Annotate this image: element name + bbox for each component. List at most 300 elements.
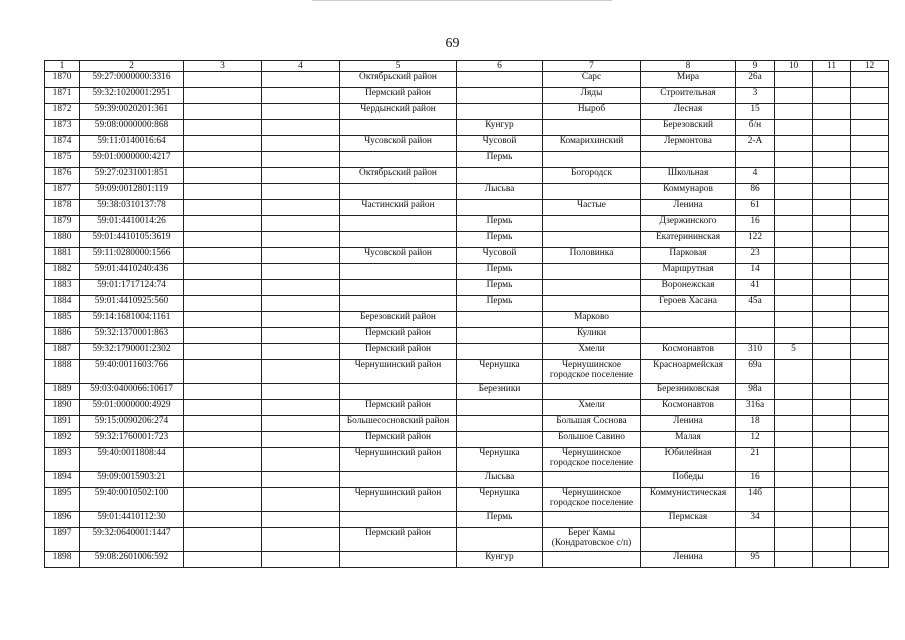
building-cell (775, 528, 813, 552)
city-cell: Чусовой (457, 248, 543, 264)
cadastral-number-cell: 59:01:1717124:74 (80, 280, 184, 296)
city-cell: Пермь (457, 216, 543, 232)
col12-cell (851, 264, 889, 280)
table-header-row (45, 61, 889, 72)
settlement-cell: Большое Савино (543, 432, 641, 448)
col3-cell (184, 136, 262, 152)
building-cell (775, 416, 813, 432)
col4-cell (262, 200, 340, 216)
building-cell (775, 512, 813, 528)
row-number-cell: 1886 (45, 328, 80, 344)
settlement-cell (543, 280, 641, 296)
table-row (45, 200, 889, 216)
col12-cell (851, 72, 889, 88)
settlement-cell: Марково (543, 312, 641, 328)
col12-cell (851, 512, 889, 528)
col12-cell (851, 552, 889, 568)
column-header: 5 (340, 61, 457, 72)
col4-cell (262, 104, 340, 120)
col11-cell (813, 264, 851, 280)
col4-cell (262, 312, 340, 328)
col3-cell (184, 328, 262, 344)
house-cell: 122 (736, 232, 775, 248)
district-cell: Пермский район (340, 528, 457, 552)
column-header: 2 (80, 61, 184, 72)
district-cell (340, 264, 457, 280)
col11-cell (813, 136, 851, 152)
city-cell: Пермь (457, 264, 543, 280)
row-number-cell: 1875 (45, 152, 80, 168)
cadastral-number-cell: 59:40:0011808:44 (80, 448, 184, 472)
col4-cell (262, 168, 340, 184)
cadastral-number-cell: 59:09:0015903:21 (80, 472, 184, 488)
district-cell: Чусовской район (340, 248, 457, 264)
row-number-cell: 1878 (45, 200, 80, 216)
street-cell: Маршрутная (641, 264, 736, 280)
col4-cell (262, 152, 340, 168)
col4-cell (262, 328, 340, 344)
settlement-cell (543, 264, 641, 280)
street-cell (641, 152, 736, 168)
row-number-cell: 1870 (45, 72, 80, 88)
district-cell (340, 512, 457, 528)
table-row (45, 488, 889, 512)
table-row (45, 136, 889, 152)
cadastral-number-cell: 59:01:0000000:4929 (80, 400, 184, 416)
street-cell: Малая (641, 432, 736, 448)
table-row (45, 432, 889, 448)
house-cell: 41 (736, 280, 775, 296)
table-row (45, 400, 889, 416)
row-number-cell: 1883 (45, 280, 80, 296)
col11-cell (813, 488, 851, 512)
district-cell: Пермский район (340, 432, 457, 448)
row-number-cell: 1895 (45, 488, 80, 512)
col11-cell (813, 168, 851, 184)
col4-cell (262, 72, 340, 88)
settlement-cell: Ляды (543, 88, 641, 104)
street-cell: Березниковская (641, 384, 736, 400)
col11-cell (813, 528, 851, 552)
col3-cell (184, 400, 262, 416)
city-cell (457, 432, 543, 448)
table-row (45, 216, 889, 232)
city-cell: Чернушка (457, 360, 543, 384)
col12-cell (851, 104, 889, 120)
col11-cell (813, 432, 851, 448)
row-number-cell: 1896 (45, 512, 80, 528)
col11-cell (813, 296, 851, 312)
col4-cell (262, 296, 340, 312)
table-row (45, 312, 889, 328)
table-row (45, 416, 889, 432)
col11-cell (813, 512, 851, 528)
row-number-cell: 1888 (45, 360, 80, 384)
cadastral-number-cell: 59:01:4410925:560 (80, 296, 184, 312)
building-cell (775, 384, 813, 400)
col12-cell (851, 488, 889, 512)
city-cell: Чусовой (457, 136, 543, 152)
row-number-cell: 1890 (45, 400, 80, 416)
col11-cell (813, 280, 851, 296)
house-cell: 18 (736, 416, 775, 432)
col3-cell (184, 416, 262, 432)
building-cell (775, 200, 813, 216)
city-cell: Пермь (457, 512, 543, 528)
col3-cell (184, 120, 262, 136)
district-cell: Чернушинский район (340, 360, 457, 384)
table-row (45, 528, 889, 552)
page-number: 69 (445, 36, 460, 51)
building-cell (775, 472, 813, 488)
district-cell: Чернушинский район (340, 448, 457, 472)
col11-cell (813, 472, 851, 488)
city-cell (457, 312, 543, 328)
city-cell (457, 528, 543, 552)
table-row (45, 360, 889, 384)
cadastral-number-cell: 59:32:0640001:1447 (80, 528, 184, 552)
district-cell (340, 232, 457, 248)
cadastral-number-cell: 59:01:0000000:4217 (80, 152, 184, 168)
settlement-cell: Богородск (543, 168, 641, 184)
col3-cell (184, 552, 262, 568)
col11-cell (813, 344, 851, 360)
col12-cell (851, 384, 889, 400)
row-number-cell: 1887 (45, 344, 80, 360)
row-number-cell: 1885 (45, 312, 80, 328)
building-cell (775, 184, 813, 200)
table-row (45, 232, 889, 248)
col11-cell (813, 88, 851, 104)
col12-cell (851, 152, 889, 168)
street-cell: Пермская (641, 512, 736, 528)
cadastral-number-cell: 59:11:0140016:64 (80, 136, 184, 152)
settlement-cell: Частые (543, 200, 641, 216)
building-cell (775, 432, 813, 448)
street-cell: Лермонтова (641, 136, 736, 152)
city-cell (457, 104, 543, 120)
house-cell: 3 (736, 88, 775, 104)
building-cell: 5 (775, 344, 813, 360)
col12-cell (851, 296, 889, 312)
district-cell (340, 184, 457, 200)
building-cell (775, 264, 813, 280)
city-cell: Чернушка (457, 448, 543, 472)
street-cell (641, 328, 736, 344)
col4-cell (262, 264, 340, 280)
building-cell (775, 248, 813, 264)
building-cell (775, 72, 813, 88)
col11-cell (813, 360, 851, 384)
street-cell: Победы (641, 472, 736, 488)
settlement-cell: Чернушинское городское поселение (543, 360, 641, 384)
scan-edge-line (312, 0, 612, 1)
row-number-cell: 1872 (45, 104, 80, 120)
col11-cell (813, 552, 851, 568)
cadastral-number-cell: 59:01:4410014:26 (80, 216, 184, 232)
house-cell (736, 328, 775, 344)
row-number-cell: 1882 (45, 264, 80, 280)
col3-cell (184, 296, 262, 312)
street-cell: Юбилейная (641, 448, 736, 472)
street-cell: Космонавтов (641, 400, 736, 416)
col11-cell (813, 184, 851, 200)
street-cell (641, 528, 736, 552)
city-cell: Лысьва (457, 184, 543, 200)
row-number-cell: 1897 (45, 528, 80, 552)
row-number-cell: 1879 (45, 216, 80, 232)
col12-cell (851, 280, 889, 296)
settlement-cell (543, 384, 641, 400)
house-cell: 23 (736, 248, 775, 264)
table-row (45, 280, 889, 296)
row-number-cell: 1889 (45, 384, 80, 400)
city-cell (457, 400, 543, 416)
cadastral-number-cell: 59:27:0000000:3316 (80, 72, 184, 88)
row-number-cell: 1876 (45, 168, 80, 184)
district-cell (340, 296, 457, 312)
building-cell (775, 360, 813, 384)
col12-cell (851, 328, 889, 344)
table-body (45, 72, 889, 568)
city-cell: Пермь (457, 280, 543, 296)
street-cell: Дзержинского (641, 216, 736, 232)
col12-cell (851, 528, 889, 552)
column-header: 10 (775, 61, 813, 72)
col12-cell (851, 400, 889, 416)
col12-cell (851, 136, 889, 152)
city-cell: Лысьва (457, 472, 543, 488)
city-cell: Кунгур (457, 120, 543, 136)
house-cell (736, 152, 775, 168)
settlement-cell: Хмели (543, 400, 641, 416)
col12-cell (851, 248, 889, 264)
district-cell: Пермский район (340, 88, 457, 104)
cadastral-number-cell: 59:40:0011603:766 (80, 360, 184, 384)
house-cell: 86 (736, 184, 775, 200)
building-cell (775, 296, 813, 312)
col4-cell (262, 136, 340, 152)
row-number-cell: 1871 (45, 88, 80, 104)
settlement-cell: Большая Соснова (543, 416, 641, 432)
cadastral-number-cell: 59:15:0090206:274 (80, 416, 184, 432)
table-row (45, 104, 889, 120)
street-cell: Коммунистическая (641, 488, 736, 512)
col12-cell (851, 88, 889, 104)
house-cell: 15 (736, 104, 775, 120)
row-number-cell: 1898 (45, 552, 80, 568)
settlement-cell (543, 216, 641, 232)
city-cell (457, 200, 543, 216)
row-number-cell: 1874 (45, 136, 80, 152)
col3-cell (184, 360, 262, 384)
settlement-cell (543, 296, 641, 312)
col4-cell (262, 416, 340, 432)
settlement-cell: Комарихинский (543, 136, 641, 152)
cadastral-number-cell: 59:38:0310137:78 (80, 200, 184, 216)
col12-cell (851, 168, 889, 184)
house-cell (736, 528, 775, 552)
cadastral-number-cell: 59:11:0280000:1566 (80, 248, 184, 264)
street-cell: Березовский (641, 120, 736, 136)
col12-cell (851, 344, 889, 360)
city-cell (457, 328, 543, 344)
street-cell: Парковая (641, 248, 736, 264)
building-cell (775, 216, 813, 232)
street-cell (641, 312, 736, 328)
house-cell: 310 (736, 344, 775, 360)
settlement-cell: Сарс (543, 72, 641, 88)
col12-cell (851, 416, 889, 432)
table-row (45, 264, 889, 280)
col4-cell (262, 248, 340, 264)
building-cell (775, 104, 813, 120)
street-cell: Героев Хасана (641, 296, 736, 312)
settlement-cell: Чернушинское городское поселение (543, 488, 641, 512)
building-cell (775, 328, 813, 344)
column-header: 12 (851, 61, 889, 72)
col4-cell (262, 280, 340, 296)
cadastral-number-cell: 59:01:4410105:3619 (80, 232, 184, 248)
column-header: 1 (45, 61, 80, 72)
building-cell (775, 88, 813, 104)
col4-cell (262, 232, 340, 248)
house-cell: 316а (736, 400, 775, 416)
building-cell (775, 136, 813, 152)
settlement-cell (543, 472, 641, 488)
district-cell: Чернушинский район (340, 488, 457, 512)
building-cell (775, 552, 813, 568)
cadastral-number-cell: 59:32:1790001:2302 (80, 344, 184, 360)
col11-cell (813, 104, 851, 120)
cadastral-number-cell: 59:40:0010502:100 (80, 488, 184, 512)
col3-cell (184, 264, 262, 280)
col3-cell (184, 512, 262, 528)
col4-cell (262, 400, 340, 416)
col3-cell (184, 432, 262, 448)
street-cell: Мира (641, 72, 736, 88)
settlement-cell: Ныроб (543, 104, 641, 120)
district-cell: Большесосновский район (340, 416, 457, 432)
city-cell: Кунгур (457, 552, 543, 568)
cadastral-number-cell: 59:08:2601006:592 (80, 552, 184, 568)
settlement-cell: Половинка (543, 248, 641, 264)
house-cell: 14б (736, 488, 775, 512)
col4-cell (262, 488, 340, 512)
col4-cell (262, 528, 340, 552)
col11-cell (813, 200, 851, 216)
col3-cell (184, 72, 262, 88)
house-cell (736, 312, 775, 328)
col11-cell (813, 216, 851, 232)
house-cell: 26а (736, 72, 775, 88)
column-header: 3 (184, 61, 262, 72)
building-cell (775, 400, 813, 416)
district-cell: Пермский район (340, 400, 457, 416)
street-cell: Ленина (641, 552, 736, 568)
district-cell: Чердынский район (340, 104, 457, 120)
table-row (45, 472, 889, 488)
col12-cell (851, 184, 889, 200)
cadastral-number-cell: 59:09:0012801:119 (80, 184, 184, 200)
table-row (45, 72, 889, 88)
col12-cell (851, 448, 889, 472)
settlement-cell: Берег Камы (Кондратовское с/п) (543, 528, 641, 552)
settlement-cell: Чернушинское городское поселение (543, 448, 641, 472)
street-cell: Екатерининская (641, 232, 736, 248)
col3-cell (184, 200, 262, 216)
column-header: 9 (736, 61, 775, 72)
col12-cell (851, 216, 889, 232)
col3-cell (184, 88, 262, 104)
row-number-cell: 1881 (45, 248, 80, 264)
district-cell: Чусовской район (340, 136, 457, 152)
cadastral-number-cell: 59:39:0020201:361 (80, 104, 184, 120)
col12-cell (851, 232, 889, 248)
street-cell: Ленина (641, 200, 736, 216)
building-cell (775, 312, 813, 328)
settlement-cell (543, 232, 641, 248)
row-number-cell: 1893 (45, 448, 80, 472)
city-cell (457, 88, 543, 104)
col3-cell (184, 488, 262, 512)
column-header: 7 (543, 61, 641, 72)
district-cell (340, 120, 457, 136)
city-cell (457, 344, 543, 360)
col3-cell (184, 152, 262, 168)
col3-cell (184, 384, 262, 400)
col11-cell (813, 248, 851, 264)
row-number-cell: 1892 (45, 432, 80, 448)
house-cell: 98а (736, 384, 775, 400)
col4-cell (262, 512, 340, 528)
settlement-cell (543, 152, 641, 168)
col3-cell (184, 232, 262, 248)
settlement-cell: Кулики (543, 328, 641, 344)
building-cell (775, 120, 813, 136)
street-cell: Школьная (641, 168, 736, 184)
district-cell: Октябрьский район (340, 168, 457, 184)
column-header: 4 (262, 61, 340, 72)
district-cell: Пермский район (340, 328, 457, 344)
settlement-cell: Хмели (543, 344, 641, 360)
table-row (45, 296, 889, 312)
table-row (45, 448, 889, 472)
house-cell: 16 (736, 472, 775, 488)
building-cell (775, 448, 813, 472)
city-cell: Березники (457, 384, 543, 400)
col3-cell (184, 344, 262, 360)
settlement-cell (543, 184, 641, 200)
cadastral-number-cell: 59:32:1370001:863 (80, 328, 184, 344)
street-cell: Космонавтов (641, 344, 736, 360)
col4-cell (262, 216, 340, 232)
col3-cell (184, 448, 262, 472)
table-row (45, 384, 889, 400)
house-cell: 61 (736, 200, 775, 216)
column-header: 6 (457, 61, 543, 72)
registry-table (44, 60, 889, 568)
col12-cell (851, 200, 889, 216)
col4-cell (262, 344, 340, 360)
settlement-cell (543, 512, 641, 528)
house-cell: 4 (736, 168, 775, 184)
house-cell: 69а (736, 360, 775, 384)
cadastral-number-cell: 59:08:0000000:868 (80, 120, 184, 136)
house-cell: 14 (736, 264, 775, 280)
row-number-cell: 1877 (45, 184, 80, 200)
cadastral-number-cell: 59:14:1681004:1161 (80, 312, 184, 328)
